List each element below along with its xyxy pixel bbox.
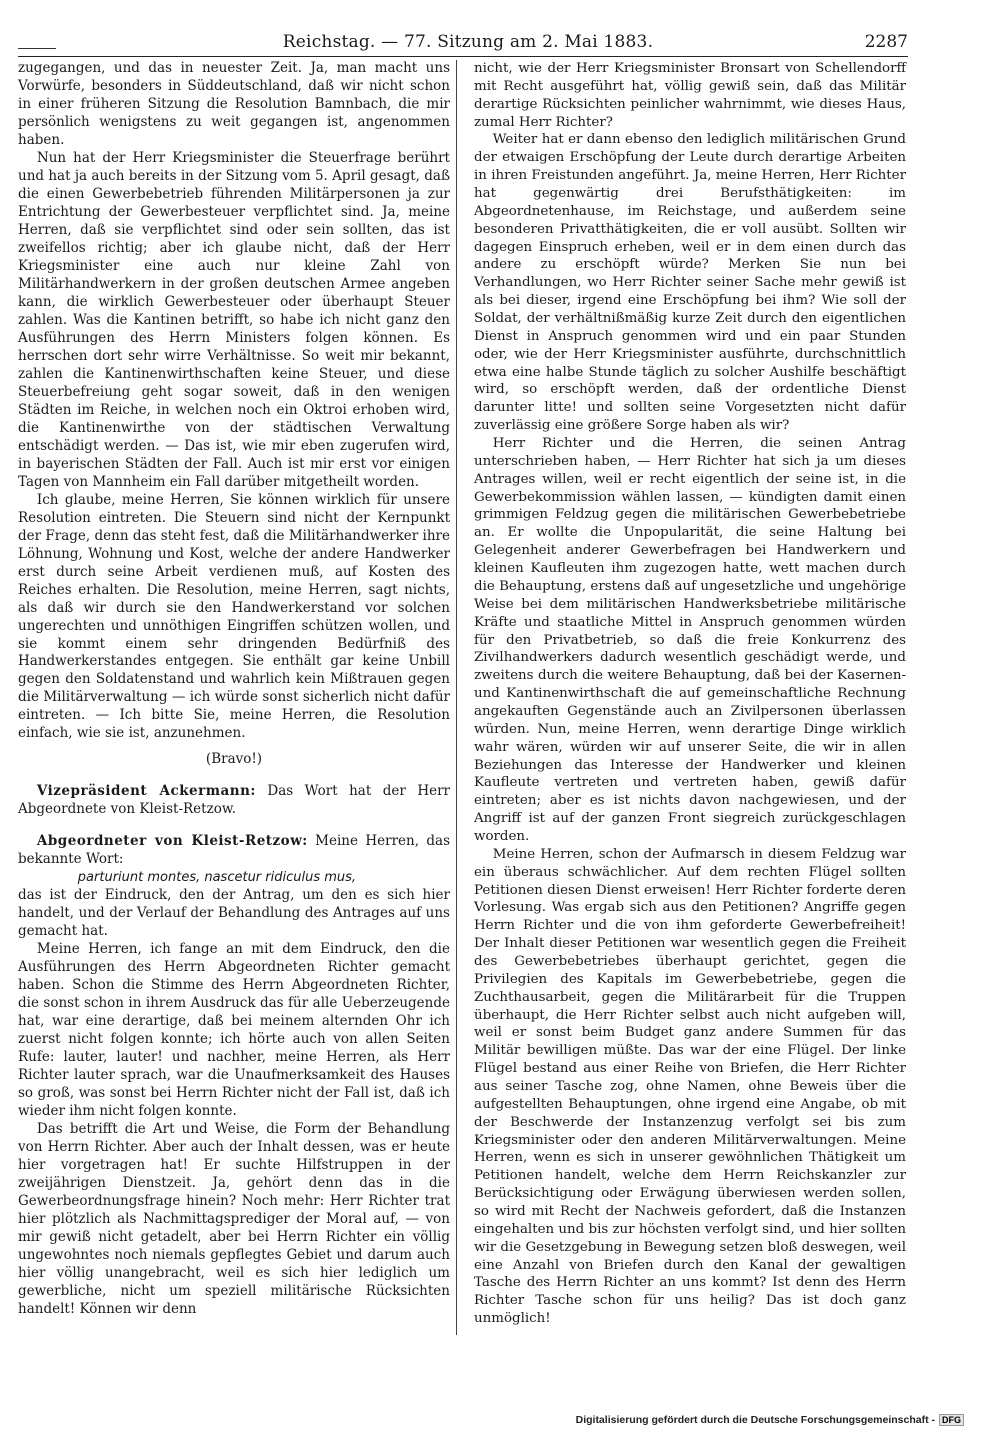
page-header	[18, 30, 908, 54]
left-column	[18, 60, 450, 1319]
dfg-logo-icon: DFG	[939, 1414, 964, 1426]
credit-text: Digitalisierung gefördert durch die Deutsche Forschungsgemeinschaft -	[575, 1414, 935, 1426]
paragraph: Das betrifft die Art und Weise, die Form der Behandlung von Herrn Richter. Aber auch der Inhalt dessen, was er heute hier vorgetragen hat! Er suchte Hilfstruppen in der zweijährigen Dienstzeit. Ja, gehört denn das in die Gewerbeordnungsfrage hinein? Noch mehr: Herr Richter trat hier plötzlich als Nachmittagsprediger der Moral auf, — von mir gewiß nicht getadelt, aber bei Herrn Richter ein völlig ungewohntes noch niemals gepflegtes Gebiet und darum auch hier völlig unangebracht, weil es sich hier lediglich um gewerbliche, nicht um speziell militärische Rücksichten handelt! Können wir denn	[18, 1121, 450, 1317]
paragraph: Meine Herren, ich fange an mit dem Eindruck, den die Ausführungen des Herrn Abgeordneten Richter gemacht haben. Schon die Stimme des Herrn Abgeordneten Richter, die sonst schon in ihrem Ausdruck das für alle Ueberzeugende hat, war eine derartige, daß bei meinem alternden Ohr ich zuerst nicht folgen konnte; ich hörte auch von allen Seiten Rufe: lauter, lauter! und nachher, meine Herren, als Herr Richter lauter sprach, war die Unaufmerksamkeit des Hauses so groß, was sonst bei Herrn Richter nicht der Fall ist, daß ich wieder ihm nicht folgen konnte.	[18, 941, 450, 1120]
paragraph: das ist der Eindruck, den der Antrag, um den es sich hier handelt, und der Verlauf der Behandlung des Antrages auf uns gemacht hat.	[18, 887, 450, 940]
paragraph: Ich glaube, meine Herren, Sie können wirklich für unsere Resolution eintreten. Die Steuern sind nicht der Kernpunkt der Frage, denn das steht fest, daß die Militärhandwerker ihre Löhnung, Wohnung und Kost, welche der andere Handwerker erst durch seine Arbeit verdienen muß, auf Kosten des Reiches erhalten. Die Resolution, meine Herren, sagt nichts, als daß wir durch sie den Handwerkerstand vor solchen ungerechten und unnöthigen Eingriffen schützen wollen, und sie kommt einem sehr dringenden Bedürfniß des Handwerkerstandes entgegen. Sie enthält gar keine Unbill gegen den Soldatenstand und wahrlich kein Mißtrauen gegen die Militärverwaltung — ich würde sonst sicherlich nicht dafür eintreten. — Ich bitte Sie, meine Herren, die Resolution einfach, wie sie ist, anzunehmen.	[18, 491, 450, 742]
paragraph: Herr Richter und die Herren, die seinen Antrag unterschrieben haben, — Herr Richter hat sich ja um dieses Antrages willen, weil er recht eigentlich der seine ist, in die Gewerbekommission wählen lassen, — kündigten damit einen grimmigen Feldzug gegen die militärischen Gewerbebetriebe an. Er wollte die Unpopularität, die seine Haltung bei Gelegenheit anderer Gewerbefragen bei Handwerkern und kleinen Kaufleuten ihm zugezogen hatte, wett machen durch die Behauptung, erstens daß auf ungesetzliche und ungehörige Weise bei dem militärischen Handwerksbetriebe militärische Kräfte und staatliche Mittel in Anspruch genommen würden für den Privatbetrieb, so daß die freie Konkurrenz des Zivilhandwerkers dadurch wesentlich geschädigt werde, und zweitens durch die weitere Behauptung, daß bei der Kasernen- und Kantinenwirthschaft die auf gemeinschaftliche Rechnung angekauften Gegenstände auch an Zivilpersonen überlassen würden. Nun, meine Herren, wenn derartige Dinge wirklich wahr wären, würden wir auf unserer Seite, die wir in allen Beziehungen das Interesse der Handwerker und kleinen Kaufleute vertreten und vertreten haben, gewiß dafür eintreten; aber es ist nichts davon nachgewiesen, und der Angriff ist auf der ganzen Front siegreich zurückgeschlagen worden.	[474, 436, 906, 844]
speaker-text: Das Wort hat der Herr Abgeordnete von Kleist-Retzow.	[18, 783, 450, 818]
digitization-credit	[576, 1414, 964, 1426]
speaker-paragraph	[18, 833, 450, 869]
paragraph: Meine Herren, schon der Aufmarsch in diesem Feldzug war ein überaus schwächlicher. Auf dem rechten Flügel sollten Petitionen diesen Dienst erweisen! Herr Richter forderte deren Vorlesung. Was ergab sich aus den Petitionen? Angriffe gegen Herrn Richter und die von ihm geforderte Gewerbefreiheit! Der Inhalt dieser Petitionen war wesentlich gegen die Freiheit des Gewerbebetriebes überhaupt gerichtet, gegen die Privilegien des Kapitals im Gewerbebetriebe, gegen die Zuchthausarbeit, gegen die Militärarbeit für die Truppen überhaupt, die Herr Richter selbst auch nicht aufgeben will, weil er sonst beim Budget ganz andere Summen für das Militär bewilligen müßte. Das war der eine Flügel. Der linke Flügel bestand aus einer Reihe von Briefen, die Herr Richter aus seiner Tasche zog, ohne Namen, ohne Beweis über die aufgestellten Behauptungen, ohne irgend eine Angabe, ob mit der Beschwerde der Instanzenzug verfolgt sei bis zum Kriegsminister oder den anderen Militärverwaltungen. Meine Herren, wenn es sich in unserer gewöhnlichen Thätigkeit um Petitionen handelt, welche dem Herrn Reichskanzler zur Berücksichtigung oder Erwägung überwiesen werden sollen, so wird mit Recht der Nachweis gefordert, daß die Instanzen eingehalten und bis zur höchsten verfolgt sind, und hier sollten wir die Gesetzgebung in Bewegung setzen bloß deswegen, weil eine Anzahl von Briefen durch den Kanal der gewaltigen Tasche des Herrn Richter an uns kommt? Ist denn des Herrn Richter Tasche schon für uns heilig? Das ist doch ganz unmöglich!	[474, 846, 906, 1327]
speaker-paragraph	[18, 783, 450, 819]
column-divider	[456, 60, 457, 1335]
header-title: Reichstag. — 77. Sitzung am 2. Mai 1883.	[282, 32, 654, 52]
paragraph: zugegangen, und das in neuester Zeit. Ja, man macht uns Vorwürfe, besonders in Süddeutschland, daß wir nicht schon in einer früheren Sitzung die Resolution Bamnbach, die mir persönlich wenigstens zu weit gegangen ist, angenommen haben.	[18, 60, 450, 148]
right-column	[474, 60, 906, 1328]
paragraph: Nun hat der Herr Kriegsminister die Steuerfrage berührt und hat ja auch bereits in der Sitzung vom 5. April gesagt, daß die einen Gewerbebetrieb führenden Militärpersonen ja zur Entrichtung der Gewerbesteuer verpflichtet sind. Ja, meine Herren, daß sie verpflichtet sind oder sein sollten, das ist zweifellos richtig; aber ich glaube nicht, daß der Herr Kriegsminister eine auch nur kleine Zahl von Militärhandwerkern in der großen deutschen Armee angeben kann, die wirklich Gewerbesteuer oder überhaupt Steuer zahlen. Was die Kantinen betrifft, so habe ich nicht ganz den Ausführungen des Herrn Ministers folgen können. Es herrschen dort sehr wirre Verhältnisse. So weit mir bekannt, zahlen die Kantinenwirthschaften keine Steuer, und diese Steuerbefreiung geht sogar soweit, daß in den wenigen Städten im Reiche, in welchen noch ein Oktroi erhoben wird, die Kantinenwirthe von der städtischen Verwaltung entschädigt werden. — Das ist, wie mir eben zugerufen wird, in bayerischen Städten der Fall. Auch ist mir erst vor einigen Tagen von Mannheim ein Fall darüber mitgetheilt worden.	[18, 149, 450, 490]
header-rule	[18, 56, 908, 57]
speaker-name: Abgeordneter von Kleist-Retzow:	[36, 833, 308, 850]
header-dash	[18, 48, 56, 49]
paragraph: Weiter hat er dann ebenso den lediglich militärischen Grund der etwaigen Erschöpfung der Leute durch derartige Arbeiten in ihren Freistunden angeführt. Ja, meine Herren, Herr Richter hat gegenwärtig drei Berufsthätigkeiten: im Abgeordnetenhause, im Reichstage, und außerdem seine besonderen Privatthätigkeiten, die er voll ausübt. Sollten wir dagegen Einspruch erheben, weil er in dem einen durch das andere zu erschöpft würde? Merken Sie nun bei Verhandlungen, wo Herr Richter seiner Sache mehr gewiß ist als bei dieser, irgend eine Erschöpfung bei ihm? Wie soll der Soldat, der verhältnißmäßig kurze Zeit durch den eigentlichen Dienst in Anspruch genommen wird und ein paar Stunden oder, wie der Herr Kriegsminister ausführte, durchschnittlich etwa eine halbe Stunde täglich zu solcher Aushilfe beschäftigt wird, so erschöpft werden, daß der ordentliche Dienst darunter litte! und sollten seine Vorgesetzten nicht dafür zuverlässig eine größere Sorge haben als wir?	[474, 132, 906, 434]
speaker-name: Vizepräsident Ackermann:	[36, 783, 256, 800]
speaker-text: Meine Herren, das bekannte Wort:	[18, 833, 450, 868]
page-number: 2287	[864, 32, 908, 52]
latin-quote: parturiunt montes, nascetur ridiculus mus,	[77, 870, 357, 886]
paragraph: nicht, wie der Herr Kriegsminister Bronsart von Schellendorff mit Recht ausgeführt hat, völlig gewiß sein, daß das Militär derartige Rücksichten peinlicher wahrnimmt, wie dieses Haus, zumal Herr Richter?	[474, 61, 906, 130]
interjection: (Bravo!)	[205, 751, 263, 768]
